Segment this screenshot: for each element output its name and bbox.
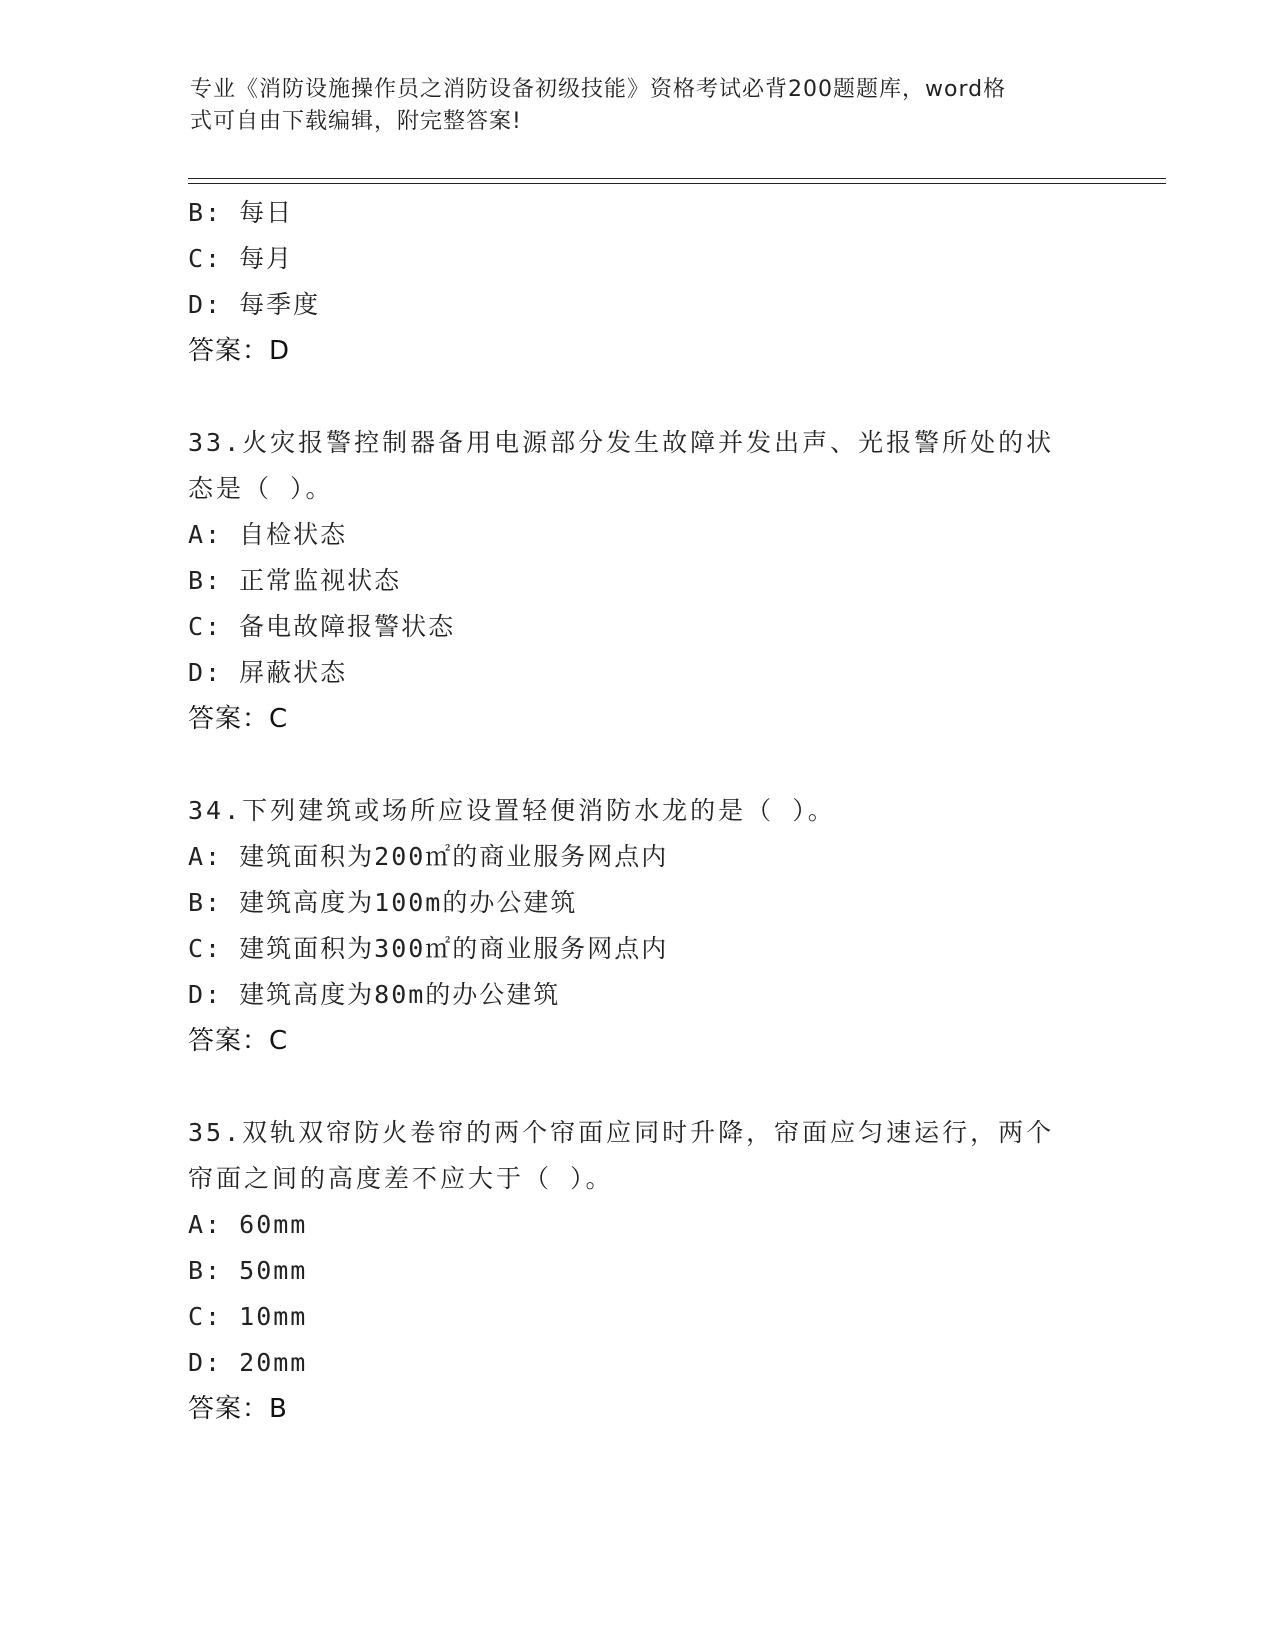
question-stem-line-2: 帘面之间的高度差不应大于（ ）。 bbox=[188, 1164, 614, 1193]
question-33 bbox=[188, 420, 1088, 742]
option-b: B: 50mm bbox=[188, 1256, 308, 1285]
header-divider-bottom bbox=[188, 183, 1166, 184]
option-a: A: 自检状态 bbox=[188, 520, 348, 549]
option-c: C: 备电故障报警状态 bbox=[188, 612, 456, 641]
option-d: D: 每季度 bbox=[188, 290, 321, 319]
question-stem-line-1: 34.下列建筑或场所应设置轻便消防水龙的是（ ）。 bbox=[188, 796, 836, 825]
question-stem-line-1: 35.双轨双帘防火卷帘的两个帘面应同时升降，帘面应匀速运行，两个 bbox=[188, 1118, 1055, 1147]
option-a: A: 建筑面积为200㎡的商业服务网点内 bbox=[188, 842, 669, 871]
question-stem bbox=[188, 1110, 1088, 1202]
question-stem-line-2: 态是（ ）。 bbox=[188, 474, 334, 503]
header-line-2: 式可自由下载编辑，附完整答案! bbox=[190, 109, 522, 134]
option-c: C: 10mm bbox=[188, 1302, 308, 1331]
document-body bbox=[188, 190, 1088, 1432]
question-stem-line-1: 33.火灾报警控制器备用电源部分发生故障并发出声、光报警所处的状 bbox=[188, 428, 1055, 457]
answer-line: 答案：C bbox=[188, 1026, 289, 1056]
spacer bbox=[188, 1064, 1088, 1110]
option-a: A: 60mm bbox=[188, 1210, 308, 1239]
option-d: D: 屏蔽状态 bbox=[188, 658, 348, 687]
question-35 bbox=[188, 1110, 1088, 1432]
header-divider-top bbox=[188, 178, 1166, 179]
answer-line: 答案：D bbox=[188, 336, 291, 366]
header-line-1: 专业《消防设施操作员之消防设备初级技能》资格考试必背200题题库，word格 bbox=[190, 77, 1007, 102]
answer-line: 答案：C bbox=[188, 704, 289, 734]
option-c: C: 建筑面积为300㎡的商业服务网点内 bbox=[188, 934, 669, 963]
document-header bbox=[190, 74, 1090, 138]
question-32-partial bbox=[188, 190, 1088, 374]
question-stem bbox=[188, 788, 1088, 834]
option-b: B: 正常监视状态 bbox=[188, 566, 402, 595]
spacer bbox=[188, 742, 1088, 788]
option-d: D: 20mm bbox=[188, 1348, 308, 1377]
option-b: B: 每日 bbox=[188, 198, 294, 227]
question-34 bbox=[188, 788, 1088, 1064]
spacer bbox=[188, 374, 1088, 420]
option-d: D: 建筑高度为80m的办公建筑 bbox=[188, 980, 561, 1009]
option-b: B: 建筑高度为100m的办公建筑 bbox=[188, 888, 578, 917]
question-stem bbox=[188, 420, 1088, 512]
answer-line: 答案：B bbox=[188, 1394, 288, 1424]
option-c: C: 每月 bbox=[188, 244, 294, 273]
